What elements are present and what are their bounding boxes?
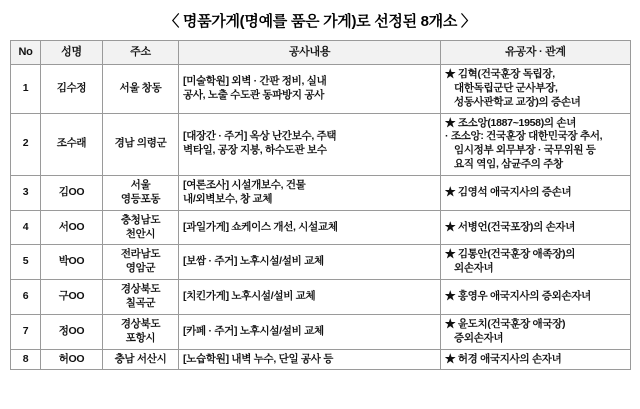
cell-relation: [441, 280, 631, 315]
table-row: [11, 210, 631, 245]
cell-address: [103, 176, 179, 211]
table-row: [11, 349, 631, 370]
relation-line: ★ 허경 애국지사의 손자녀: [445, 352, 562, 365]
table-row: [11, 176, 631, 211]
column-header-address: 주소: [103, 41, 179, 65]
cell-work-description: [179, 314, 441, 349]
cell-no: 1: [11, 65, 41, 114]
work-line: [치킨가게] 노후시설/설비 교체: [183, 290, 316, 303]
table-row: [11, 65, 631, 114]
relation-line: ★ 홍영우 애국지사의 증외손자녀: [445, 290, 592, 303]
cell-no: 6: [11, 280, 41, 315]
relation-line: ★ 서병언(건국포장)의 손자녀: [445, 220, 576, 233]
work-line: 벽타일, 공장 지붕, 하수도관 보수: [183, 144, 327, 157]
cell-relation: [441, 349, 631, 370]
work-line: [대장간 · 주거] 옥상 난간보수, 주택: [183, 130, 337, 143]
address-line: 경상북도: [120, 317, 161, 330]
cell-relation: [441, 113, 631, 175]
cell-relation: [441, 314, 631, 349]
address-line: 경상북도: [120, 283, 161, 296]
cell-work-description: [179, 349, 441, 370]
cell-work-description: [179, 176, 441, 211]
cell-no: 8: [11, 349, 41, 370]
cell-work-description: [179, 113, 441, 175]
cell-work-description: [179, 280, 441, 315]
cell-address: [103, 314, 179, 349]
cell-name: 정OO: [41, 314, 103, 349]
cell-work-description: [179, 65, 441, 114]
address-line: 칠곡군: [125, 297, 156, 310]
relation-line: 증외손자녀: [454, 331, 504, 344]
cell-no: 7: [11, 314, 41, 349]
cell-name: 박OO: [41, 245, 103, 280]
work-line: [보쌈 · 주거] 노후시설/설비 교체: [183, 255, 324, 268]
table-row: [11, 280, 631, 315]
cell-no: 3: [11, 176, 41, 211]
address-line: 영등포동: [120, 192, 161, 205]
address-line: 천안시: [125, 227, 156, 240]
work-line: 공사, 노출 수도관 동파방지 공사: [183, 88, 325, 101]
column-header-no: No: [11, 41, 41, 65]
column-header-name: 성명: [41, 41, 103, 65]
relation-line: ★ 윤도치(건국훈장 애국장): [445, 317, 566, 330]
work-line: [노습학원] 내벽 누수, 단일 공사 등: [183, 352, 334, 365]
cell-name: 김수정: [41, 65, 103, 114]
address-line: 서울: [130, 179, 151, 192]
relation-line: 대한독립군단 군사부장,: [454, 81, 558, 94]
cell-relation: [441, 245, 631, 280]
page-title: 〈 명품가게(명예를 품은 가게)로 선정된 8개소 〉: [164, 13, 476, 30]
work-line: [여론조사] 시설개보수, 건물: [183, 179, 306, 192]
relation-line: ★ 조소앙(1887~1958)의 손녀: [445, 116, 577, 129]
relation-line: 성동사관학교 교장)의 증손녀: [454, 95, 581, 108]
cell-name: 구OO: [41, 280, 103, 315]
address-line: 전라남도: [120, 248, 161, 261]
cell-address: 경남 의령군: [103, 113, 179, 175]
work-line: [과일가게] 쇼케이스 개선, 시설교체: [183, 220, 338, 233]
address-line: 충청남도: [120, 213, 161, 226]
cell-name: 서OO: [41, 210, 103, 245]
relation-line: ★ 김통안(건국훈장 애족장)의: [445, 248, 576, 261]
cell-work-description: [179, 210, 441, 245]
cell-relation: [441, 176, 631, 211]
cell-relation: [441, 65, 631, 114]
cell-address: [103, 210, 179, 245]
cell-no: 4: [11, 210, 41, 245]
address-line: 영암군: [125, 262, 156, 275]
cell-name: 허OO: [41, 349, 103, 370]
relation-line: ★ 김혁(건국훈장 독립장,: [445, 68, 555, 80]
relation-line: ★ 김영석 애국지사의 증손녀: [445, 185, 572, 198]
address-line: 포항시: [125, 331, 156, 344]
cell-no: 2: [11, 113, 41, 175]
selected-stores-table: [10, 40, 631, 370]
cell-relation: [441, 210, 631, 245]
cell-address: 서울 창동: [103, 65, 179, 114]
table-row: [11, 245, 631, 280]
relation-line: · 조소앙: 건국훈장 대한민국장 추서,: [445, 130, 603, 143]
cell-address: [103, 280, 179, 315]
relation-line: 외손자녀: [454, 262, 494, 275]
cell-address: 충남 서산시: [103, 349, 179, 370]
table-header: [11, 41, 631, 65]
table-body: [11, 65, 631, 370]
column-header-work: 공사내용: [179, 41, 441, 65]
relation-line: 요직 역임, 삼균주의 주창: [454, 158, 563, 171]
column-header-relation: 유공자 · 관계: [441, 41, 631, 65]
work-line: [미술학원] 외벽 · 간판 정비, 실내: [183, 74, 327, 87]
table-header-row: [11, 41, 631, 65]
cell-no: 5: [11, 245, 41, 280]
table-row: [11, 113, 631, 175]
cell-address: [103, 245, 179, 280]
cell-name: 김OO: [41, 176, 103, 211]
cell-name: 조수래: [41, 113, 103, 175]
table-row: [11, 314, 631, 349]
work-line: 내/외벽보수, 창 교체: [183, 192, 273, 205]
cell-work-description: [179, 245, 441, 280]
work-line: [카페 · 주거] 노후시설/설비 교체: [183, 324, 324, 337]
relation-line: 임시정부 외무부장 · 국무위원 등: [454, 144, 596, 157]
